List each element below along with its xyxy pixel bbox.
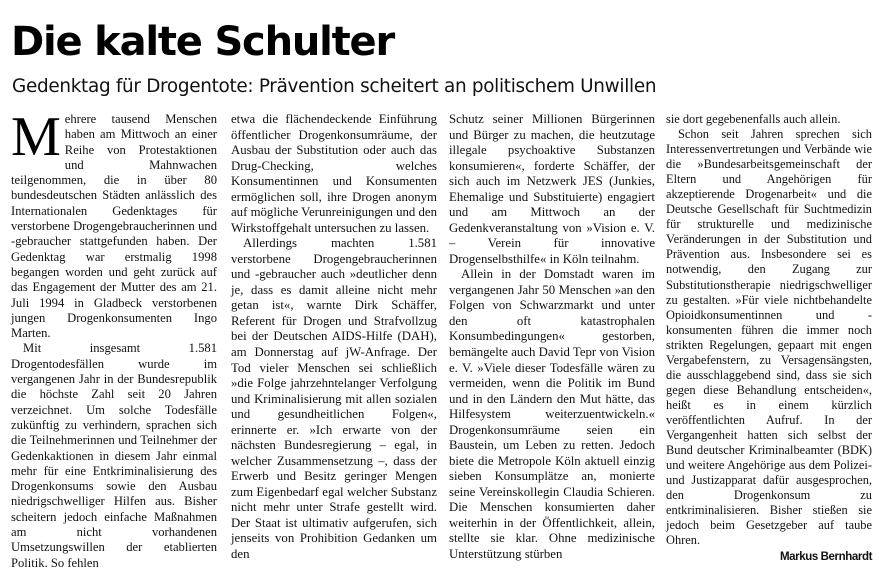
dropcap-letter: M [11,106,61,168]
paragraph-3: Allerdings machten 1.581 verstorbene Drogengebraucherinnen und -gebraucher auch »deutlicher denn je, dass es damit alleine nicht mehr getan ist«, warnte Dirk Schäffer, Referent für Drogen und Strafvollzug bei der Deutschen AIDS-Hilfe (DAH), am Donnerstag auf jW-Anfrage. Der Tod vieler Menschen sei schließlich »die Folge jahrzehntelanger Verfolgung und Kriminalisierung mit allen sozialen und gesundheitlichen Folgen«, erinnerte er. »Ich erwarte von der nächsten Bundesregierung – egal, in welcher Zusammensetzung –, dass der Erwerb und Besitz geringer Mengen zum Eigenbedarf egal welcher Substanz nicht mehr unter Strafe gestellt wird. Der Staat ist ultimativ aufgerufen, sich jenseits von Prohibition Gedanken um den [231,236,437,561]
paragraph-4: Allein in der Domstadt waren im vergangenen Jahr 50 Menschen »an den Folgen von Schwarzmarkt und unter den oft katastrophalen Konsumbedingungen« gestorben, bemängelte auch David Tepr von Vision e. V. »Viele dieser Todesfälle wären zu vermeiden, wenn die Politik im Bund und in den Ländern den Mut hätte, das Hilfesystem weiterzuentwickeln.« Drogenkonsumräume seien ein Baustein, um Leben zu retten. Jedoch biete die Metropole Köln aktuell einzig sieben Konsumplätze an, monierte seine Vereinskollegin Claudia Schieren. Die Menschen konsumierten daher weiterhin in der Öffentlichkeit, allein, stellte sie klar. Ohne medizinische Unterstützung stürben [449,267,655,561]
paragraph-2: Mit insgesamt 1.581 Drogentodesfällen wurde im vergangenen Jahr in der Bundesrepublik die höchste Zahl seit 20 Jahren verzeichnet. Um solche Todesfälle zukünftig zu verhindern, sprachen sich die Teilnehmerinnen und Teilnehmer der Gedenkaktionen in diesem Jahr einmal mehr für eine Entkriminalisierung des Drogenkonsums sowie den Ausbau niedrigschwelliger Hilfen aus. Bisher scheitern jedoch einfache Maßnahmen am nicht vorhandenen Umsetzungswillen der etablierten Politik. So fehlen [11,341,217,570]
article-column-4 [666,112,872,565]
paragraph-1 [11,106,217,341]
paragraph-1-text: ehrere tausend Menschen haben am Mittwoch an einer Reihe von Protestaktionen und Mahnwachen teilgenommen, die in über 80 bundesdeutschen Städten anlässlich des Internationalen Gedenktages für verstorbene Drogengebraucherinnen und -gebraucher stattgefunden haben. Der Gedenktag war erstmalig 1998 begangen worden und geht zurück auf das Engagement der Mutter des am 21. Juli 1994 in Gladbeck verstorbenen jungen Drogenkonsumenten Ingo Marten. [11,112,217,341]
paragraph-4-continued: sie dort gegebenenfalls auch allein. [666,112,841,126]
headline: Die kalte Schulter [11,19,395,65]
article-column-3 [449,112,655,562]
subheadline: Gedenktag für Drogentote: Prävention scheitert an politischem Unwillen [12,76,657,97]
paragraph-2-continued: etwa die flächendeckende Einführung öffentlicher Drogenkonsumräume, der Ausbau der Substitution oder auch das Drug-Checking, welches Konsumentinnen und Konsumenten ermöglichen soll, ihre Drogen anonym auf mögliche Verunreinigungen und den Wirkstoffgehalt untersuchen zu lassen. [231,112,437,235]
paragraph-3-continued: Schutz seiner Millionen Bürgerinnen und Bürger zu machen, die heutzutage illegale psychoaktive Substanzen konsumieren«, forderte Schäffer, der sich auch im Netzwerk JES (Junkies, Ehemalige und Substituierte) engagiert und am Mittwoch an der Gedenkveranstaltung von »Vision e. V. – Verein für innovative Drogenselbsthilfe« in Köln teilnahm. [449,112,655,266]
paragraph-5: Schon seit Jahren sprechen sich Interessenvertretungen und Verbände wie die »Bundesarbeitsgemeinschaft der Eltern und Angehörigen für akzeptierende Drogenarbeit« und die Deutsche Gesellschaft für Suchtmedizin für strukturelle und medizinische Veränderungen in der Substitution und Prävention aus. Insbesondere sei es notwendig, den Zugang zur Substitutionstherapie niedrigschwelliger zu gestalten. »Für viele nichtbehandelte Opioidkonsumentinnen und -konsumenten führen die immer noch strikten Regelungen, gepaart mit engen Vergabefenstern, zu Versagensängsten, die ausschlaggebend sind, dass sie sich gegen diese Behandlung entscheiden«, heißt es in einem kürzlich veröffentlichten Aufruf. In der Vergangenheit hatten sich selbst der Bund deutscher Kriminalbeamter (BDK) und weitere Angehörige aus dem Polizei- und Justizapparat dafür ausgesprochen, den Drogenkonsum zu entkriminalisieren. Bisher stießen sie jedoch beim Gesetzgeber auf taube Ohren. [666,127,872,548]
article-column-2 [231,112,437,562]
article-columns [11,106,872,572]
article-column-1 [11,106,217,571]
author-byline: Markus Bernhardt [779,551,872,564]
